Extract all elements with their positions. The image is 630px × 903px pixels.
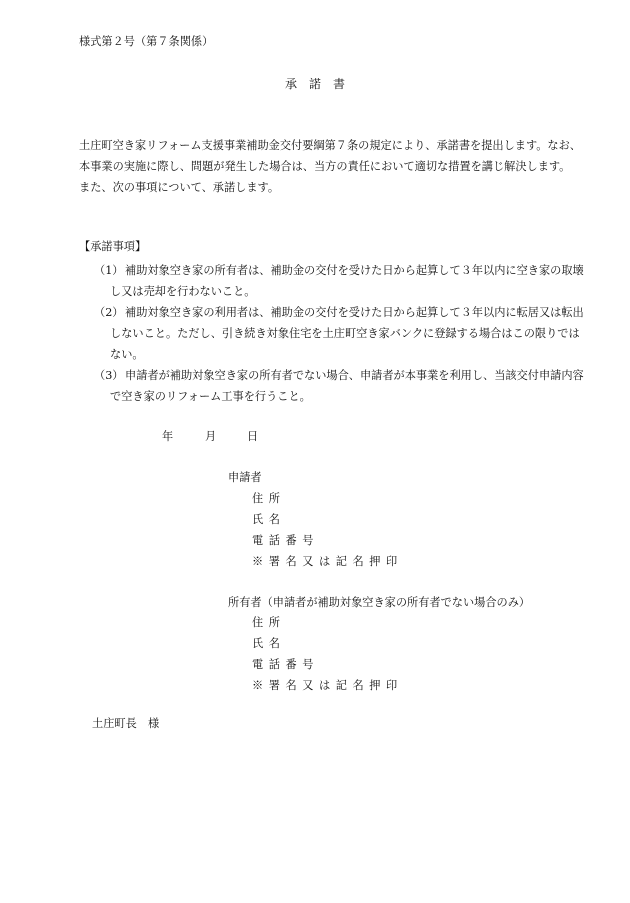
item-2-line-1: 補助対象空き家の利用者は、補助金の交付を受けた日から起算して３年以内に転居又は転出	[125, 306, 584, 319]
item-3-line-1: 申請者が補助対象空き家の所有者でない場合、申請者が本事業を利用し、当該交付申請内容	[125, 369, 584, 382]
item-2-line-3: ない。	[110, 348, 144, 361]
document-title-text: 承 諾 書	[284, 77, 345, 91]
applicant-name-label: 氏 名	[252, 513, 281, 526]
owner-phone-label: 電 話 番 号	[252, 658, 315, 671]
intro-line-1: 土庄町空き家リフォーム支援事業補助金交付要綱第７条の規定により、承諾書を提出します。なお、	[79, 139, 581, 152]
applicant-heading: 申請者	[228, 471, 262, 484]
item-1-line-1: 補助対象空き家の所有者は、補助金の交付を受けた日から起算して３年以内に空き家の取壊	[125, 264, 584, 277]
owner-address-label: 住 所	[252, 616, 281, 629]
date-day-label: 日	[247, 430, 259, 443]
item-3-line-2: で空き家のリフォーム工事を行うこと。	[110, 390, 311, 403]
owner-name-label: 氏 名	[252, 637, 281, 650]
item-1-line-2: し又は売却を行わないこと。	[110, 285, 256, 298]
form-number: 様式第２号（第７条関係）	[79, 35, 214, 48]
owner-signature-label: ※ 署 名 又 は 記 名 押 印	[252, 679, 399, 692]
intro-line-3: また、次の事項について、承諾します。	[79, 181, 280, 194]
document-title	[0, 78, 630, 90]
addressee: 土庄町長 様	[92, 717, 160, 730]
date-month-label: 月	[205, 430, 217, 443]
section-heading: 【承諾事項】	[79, 240, 147, 253]
applicant-address-label: 住 所	[252, 492, 281, 505]
applicant-phone-label: 電 話 番 号	[252, 534, 315, 547]
item-2-line-2: しないこと。ただし、引き続き対象住宅を土庄町空き家バンクに登録する場合はこの限りでは	[110, 327, 580, 340]
item-2-number: （2）	[94, 306, 124, 319]
date-year-label: 年	[162, 430, 174, 443]
item-3-number: （3）	[94, 369, 124, 382]
applicant-signature-label: ※ 署 名 又 は 記 名 押 印	[252, 555, 399, 568]
owner-heading: 所有者（申請者が補助対象空き家の所有者でない場合のみ）	[228, 596, 531, 609]
item-1-number: （1）	[94, 264, 124, 277]
intro-line-2: 本事業の実施に際し、問題が発生した場合は、当方の責任において適切な措置を講じ解決します。	[79, 160, 571, 173]
